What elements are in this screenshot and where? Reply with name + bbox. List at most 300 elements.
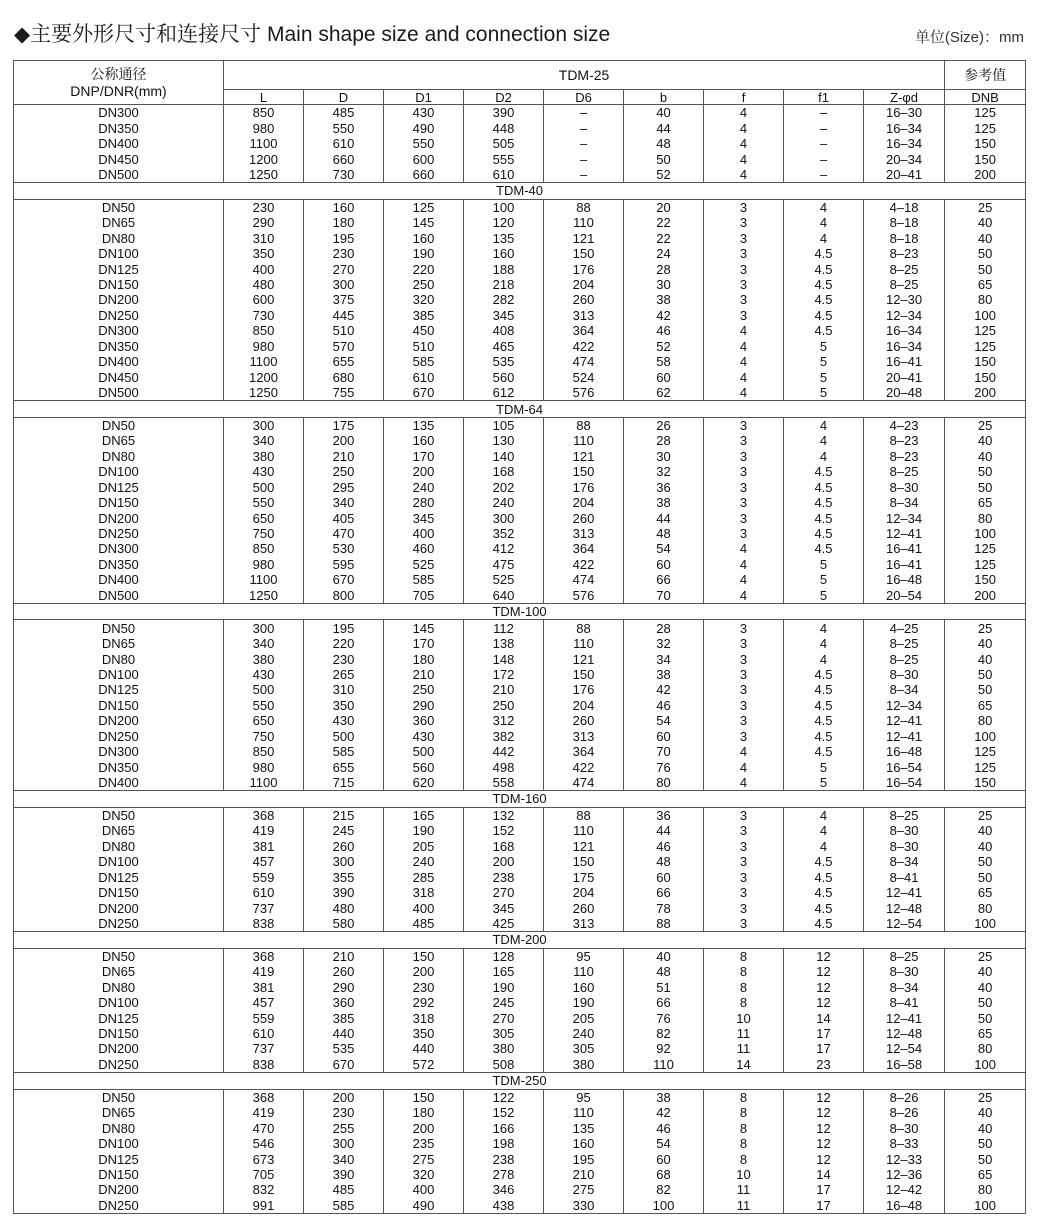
value-cell: 368 bbox=[224, 948, 304, 964]
header-row-top bbox=[14, 61, 1026, 90]
column-header: b bbox=[624, 90, 704, 105]
section-title: TDM-40 bbox=[14, 183, 1026, 199]
value-cell: 150 bbox=[945, 572, 1026, 587]
section-title: TDM-160 bbox=[14, 791, 1026, 807]
table-row bbox=[14, 620, 1026, 636]
value-cell: 480 bbox=[224, 277, 304, 292]
value-cell: 4 bbox=[704, 744, 784, 759]
value-cell: 8–18 bbox=[864, 231, 945, 246]
value-cell: 4 bbox=[704, 339, 784, 354]
table-row bbox=[14, 651, 1026, 666]
value-cell: 110 bbox=[544, 215, 624, 230]
value-cell: 422 bbox=[544, 759, 624, 774]
value-cell: 385 bbox=[304, 1010, 384, 1025]
value-cell: 980 bbox=[224, 557, 304, 572]
value-cell: 121 bbox=[544, 449, 624, 464]
dn-cell: DN200 bbox=[14, 900, 224, 915]
column-header: f1 bbox=[784, 90, 864, 105]
dn-cell: DN300 bbox=[14, 323, 224, 338]
value-cell: 8–25 bbox=[864, 651, 945, 666]
value-cell: 20–34 bbox=[864, 151, 945, 166]
value-cell: 12–54 bbox=[864, 1041, 945, 1056]
value-cell: 585 bbox=[304, 1198, 384, 1214]
value-cell: 673 bbox=[224, 1151, 304, 1166]
value-cell: 980 bbox=[224, 759, 304, 774]
value-cell: 419 bbox=[224, 1105, 304, 1120]
value-cell: 390 bbox=[464, 105, 544, 121]
value-cell: 390 bbox=[304, 1167, 384, 1182]
value-cell: 4.5 bbox=[784, 744, 864, 759]
value-cell: 295 bbox=[304, 480, 384, 495]
value-cell: 95 bbox=[544, 1089, 624, 1105]
value-cell: 50 bbox=[945, 1010, 1026, 1025]
value-cell: 150 bbox=[544, 246, 624, 261]
value-cell: 54 bbox=[624, 713, 704, 728]
value-cell: 20–48 bbox=[864, 385, 945, 401]
value-cell: 24 bbox=[624, 246, 704, 261]
value-cell: 58 bbox=[624, 354, 704, 369]
value-cell: 8–30 bbox=[864, 667, 945, 682]
value-cell: 40 bbox=[945, 215, 1026, 230]
value-cell: – bbox=[544, 120, 624, 135]
value-cell: 380 bbox=[224, 449, 304, 464]
value-cell: 500 bbox=[224, 682, 304, 697]
dn-cell: DN150 bbox=[14, 885, 224, 900]
column-header: Z-φd bbox=[864, 90, 945, 105]
value-cell: 580 bbox=[304, 916, 384, 932]
value-cell: 12 bbox=[784, 995, 864, 1010]
value-cell: 313 bbox=[544, 916, 624, 932]
dn-cell: DN50 bbox=[14, 1089, 224, 1105]
value-cell: 3 bbox=[704, 823, 784, 838]
value-cell: 12–54 bbox=[864, 916, 945, 932]
value-cell: 1250 bbox=[224, 588, 304, 604]
value-cell: 250 bbox=[384, 277, 464, 292]
value-cell: 125 bbox=[945, 541, 1026, 556]
value-cell: 215 bbox=[304, 807, 384, 823]
dn-cell: DN450 bbox=[14, 369, 224, 384]
value-cell: 120 bbox=[464, 215, 544, 230]
value-cell: 46 bbox=[624, 1120, 704, 1135]
value-cell: 430 bbox=[384, 729, 464, 744]
value-cell: 65 bbox=[945, 698, 1026, 713]
value-cell: 46 bbox=[624, 839, 704, 854]
section-title: TDM-250 bbox=[14, 1073, 1026, 1089]
value-cell: 250 bbox=[464, 698, 544, 713]
value-cell: 260 bbox=[304, 839, 384, 854]
dn-cell: DN500 bbox=[14, 167, 224, 183]
value-cell: 5 bbox=[784, 572, 864, 587]
column-header: D bbox=[304, 90, 384, 105]
value-cell: 12 bbox=[784, 1105, 864, 1120]
value-cell: 610 bbox=[384, 369, 464, 384]
value-cell: 200 bbox=[384, 1120, 464, 1135]
value-cell: 4.5 bbox=[784, 261, 864, 276]
value-cell: 12 bbox=[784, 964, 864, 979]
table-row bbox=[14, 588, 1026, 604]
value-cell: 8–41 bbox=[864, 995, 945, 1010]
value-cell: 20–54 bbox=[864, 588, 945, 604]
value-cell: 50 bbox=[945, 682, 1026, 697]
value-cell: 3 bbox=[704, 916, 784, 932]
value-cell: 3 bbox=[704, 698, 784, 713]
value-cell: 40 bbox=[945, 651, 1026, 666]
value-cell: 32 bbox=[624, 636, 704, 651]
value-cell: 422 bbox=[544, 557, 624, 572]
value-cell: 150 bbox=[945, 775, 1026, 791]
value-cell: 1200 bbox=[224, 151, 304, 166]
value-cell: 430 bbox=[224, 464, 304, 479]
table-row bbox=[14, 167, 1026, 183]
value-cell: 12 bbox=[784, 948, 864, 964]
value-cell: 11 bbox=[704, 1041, 784, 1056]
value-cell: 8 bbox=[704, 980, 784, 995]
column-header: D6 bbox=[544, 90, 624, 105]
value-cell: 4 bbox=[784, 449, 864, 464]
value-cell: 595 bbox=[304, 557, 384, 572]
value-cell: 5 bbox=[784, 588, 864, 604]
value-cell: 48 bbox=[624, 854, 704, 869]
value-cell: 4 bbox=[784, 231, 864, 246]
value-cell: 755 bbox=[304, 385, 384, 401]
value-cell: 125 bbox=[384, 199, 464, 215]
table-row bbox=[14, 682, 1026, 697]
value-cell: 8 bbox=[704, 1089, 784, 1105]
value-cell: 655 bbox=[304, 354, 384, 369]
value-cell: – bbox=[784, 136, 864, 151]
value-cell: 25 bbox=[945, 948, 1026, 964]
value-cell: 318 bbox=[384, 1010, 464, 1025]
value-cell: 100 bbox=[945, 1198, 1026, 1214]
value-cell: 204 bbox=[544, 885, 624, 900]
value-cell: 220 bbox=[384, 261, 464, 276]
value-cell: 200 bbox=[304, 1089, 384, 1105]
dn-cell: DN50 bbox=[14, 199, 224, 215]
value-cell: 200 bbox=[384, 964, 464, 979]
value-cell: 4.5 bbox=[784, 713, 864, 728]
value-cell: – bbox=[784, 120, 864, 135]
table-row bbox=[14, 885, 1026, 900]
value-cell: 150 bbox=[945, 369, 1026, 384]
value-cell: 4.5 bbox=[784, 246, 864, 261]
value-cell: 558 bbox=[464, 775, 544, 791]
value-cell: 737 bbox=[224, 900, 304, 915]
value-cell: 172 bbox=[464, 667, 544, 682]
value-cell: 980 bbox=[224, 339, 304, 354]
value-cell: 3 bbox=[704, 231, 784, 246]
value-cell: 4.5 bbox=[784, 698, 864, 713]
value-cell: 4 bbox=[704, 557, 784, 572]
table-row bbox=[14, 495, 1026, 510]
value-cell: 42 bbox=[624, 1105, 704, 1120]
value-cell: 80 bbox=[945, 292, 1026, 307]
dn-cell: DN80 bbox=[14, 449, 224, 464]
value-cell: 40 bbox=[945, 980, 1026, 995]
value-cell: 4.5 bbox=[784, 323, 864, 338]
value-cell: 270 bbox=[464, 1010, 544, 1025]
value-cell: 650 bbox=[224, 510, 304, 525]
value-cell: 16–34 bbox=[864, 323, 945, 338]
value-cell: 105 bbox=[464, 417, 544, 433]
value-cell: 14 bbox=[704, 1057, 784, 1073]
value-cell: 3 bbox=[704, 449, 784, 464]
value-cell: 150 bbox=[544, 464, 624, 479]
value-cell: 40 bbox=[945, 433, 1026, 448]
ref-label: 参考值 bbox=[945, 61, 1026, 90]
value-cell: 4.5 bbox=[784, 682, 864, 697]
value-cell: 8–26 bbox=[864, 1089, 945, 1105]
value-cell: 419 bbox=[224, 823, 304, 838]
table-row bbox=[14, 1105, 1026, 1120]
dn-cell: DN350 bbox=[14, 339, 224, 354]
value-cell: 360 bbox=[304, 995, 384, 1010]
value-cell: 5 bbox=[784, 759, 864, 774]
value-cell: 170 bbox=[384, 636, 464, 651]
value-cell: 50 bbox=[945, 995, 1026, 1010]
value-cell: 312 bbox=[464, 713, 544, 728]
value-cell: 121 bbox=[544, 231, 624, 246]
dn-cell: DN150 bbox=[14, 698, 224, 713]
value-cell: 600 bbox=[224, 292, 304, 307]
table-row bbox=[14, 136, 1026, 151]
value-cell: 250 bbox=[304, 464, 384, 479]
table-row bbox=[14, 557, 1026, 572]
value-cell: 4 bbox=[784, 433, 864, 448]
value-cell: 422 bbox=[544, 339, 624, 354]
dn-cell: DN125 bbox=[14, 869, 224, 884]
value-cell: 12–42 bbox=[864, 1182, 945, 1197]
value-cell: 176 bbox=[544, 261, 624, 276]
value-cell: 8 bbox=[704, 1105, 784, 1120]
value-cell: 4 bbox=[784, 417, 864, 433]
value-cell: 440 bbox=[304, 1026, 384, 1041]
value-cell: 125 bbox=[945, 105, 1026, 121]
table-row bbox=[14, 354, 1026, 369]
value-cell: 10 bbox=[704, 1167, 784, 1182]
value-cell: 345 bbox=[464, 900, 544, 915]
dn-cell: DN65 bbox=[14, 215, 224, 230]
value-cell: 380 bbox=[464, 1041, 544, 1056]
value-cell: 66 bbox=[624, 995, 704, 1010]
value-cell: 125 bbox=[945, 120, 1026, 135]
value-cell: 838 bbox=[224, 1057, 304, 1073]
value-cell: 292 bbox=[384, 995, 464, 1010]
value-cell: 16–48 bbox=[864, 572, 945, 587]
table-row bbox=[14, 839, 1026, 854]
value-cell: 110 bbox=[544, 1105, 624, 1120]
table-row bbox=[14, 480, 1026, 495]
value-cell: 737 bbox=[224, 1041, 304, 1056]
value-cell: 150 bbox=[544, 667, 624, 682]
value-cell: 17 bbox=[784, 1041, 864, 1056]
value-cell: 165 bbox=[384, 807, 464, 823]
value-cell: 305 bbox=[464, 1026, 544, 1041]
value-cell: 380 bbox=[224, 651, 304, 666]
section-header-row bbox=[14, 1073, 1026, 1089]
value-cell: 524 bbox=[544, 369, 624, 384]
value-cell: 3 bbox=[704, 620, 784, 636]
value-cell: 4 bbox=[784, 839, 864, 854]
value-cell: 350 bbox=[384, 1026, 464, 1041]
value-cell: 205 bbox=[544, 1010, 624, 1025]
dn-cell: DN200 bbox=[14, 510, 224, 525]
table-row bbox=[14, 385, 1026, 401]
value-cell: 5 bbox=[784, 557, 864, 572]
value-cell: 12–34 bbox=[864, 308, 945, 323]
value-cell: 50 bbox=[945, 261, 1026, 276]
value-cell: 65 bbox=[945, 495, 1026, 510]
value-cell: 65 bbox=[945, 1026, 1026, 1041]
value-cell: 250 bbox=[384, 682, 464, 697]
value-cell: 40 bbox=[945, 964, 1026, 979]
value-cell: 110 bbox=[624, 1057, 704, 1073]
value-cell: 3 bbox=[704, 636, 784, 651]
value-cell: 160 bbox=[544, 1136, 624, 1151]
table-body bbox=[14, 105, 1026, 1214]
value-cell: 305 bbox=[544, 1041, 624, 1056]
value-cell: 1100 bbox=[224, 775, 304, 791]
value-cell: 400 bbox=[224, 261, 304, 276]
value-cell: 4.5 bbox=[784, 308, 864, 323]
value-cell: 80 bbox=[945, 510, 1026, 525]
value-cell: 152 bbox=[464, 823, 544, 838]
value-cell: 12–48 bbox=[864, 900, 945, 915]
dn-cell: DN65 bbox=[14, 1105, 224, 1120]
value-cell: 88 bbox=[544, 620, 624, 636]
column-header: L bbox=[224, 90, 304, 105]
unit-label: 单位(Size)：mm bbox=[914, 29, 1024, 46]
value-cell: 555 bbox=[464, 151, 544, 166]
value-cell: 25 bbox=[945, 417, 1026, 433]
value-cell: 438 bbox=[464, 1198, 544, 1214]
value-cell: 60 bbox=[624, 869, 704, 884]
value-cell: 180 bbox=[304, 215, 384, 230]
table-row bbox=[14, 261, 1026, 276]
value-cell: 240 bbox=[384, 854, 464, 869]
dn-cell: DN250 bbox=[14, 1057, 224, 1073]
dn-cell: DN65 bbox=[14, 433, 224, 448]
value-cell: 360 bbox=[384, 713, 464, 728]
value-cell: 150 bbox=[945, 354, 1026, 369]
value-cell: 585 bbox=[304, 744, 384, 759]
value-cell: 70 bbox=[624, 588, 704, 604]
value-cell: – bbox=[784, 105, 864, 121]
value-cell: 26 bbox=[624, 417, 704, 433]
value-cell: 3 bbox=[704, 464, 784, 479]
value-cell: 832 bbox=[224, 1182, 304, 1197]
dn-cell: DN200 bbox=[14, 292, 224, 307]
value-cell: 3 bbox=[704, 729, 784, 744]
value-cell: 4–23 bbox=[864, 417, 945, 433]
value-cell: 198 bbox=[464, 1136, 544, 1151]
value-cell: 100 bbox=[945, 1057, 1026, 1073]
dn-cell: DN250 bbox=[14, 1198, 224, 1214]
value-cell: 130 bbox=[464, 433, 544, 448]
value-cell: 17 bbox=[784, 1198, 864, 1214]
value-cell: 300 bbox=[224, 417, 304, 433]
value-cell: 100 bbox=[624, 1198, 704, 1214]
value-cell: 76 bbox=[624, 1010, 704, 1025]
table-row bbox=[14, 1136, 1026, 1151]
value-cell: 38 bbox=[624, 667, 704, 682]
value-cell: 400 bbox=[384, 526, 464, 541]
dn-cell: DN250 bbox=[14, 308, 224, 323]
column-header: DNB bbox=[945, 90, 1026, 105]
value-cell: 290 bbox=[384, 698, 464, 713]
value-cell: 17 bbox=[784, 1182, 864, 1197]
value-cell: 8–34 bbox=[864, 682, 945, 697]
value-cell: 38 bbox=[624, 495, 704, 510]
value-cell: 650 bbox=[224, 713, 304, 728]
value-cell: 530 bbox=[304, 541, 384, 556]
value-cell: 152 bbox=[464, 1105, 544, 1120]
section-title: TDM-64 bbox=[14, 401, 1026, 417]
value-cell: 3 bbox=[704, 682, 784, 697]
value-cell: 3 bbox=[704, 885, 784, 900]
value-cell: 610 bbox=[464, 167, 544, 183]
value-cell: 400 bbox=[384, 1182, 464, 1197]
value-cell: 50 bbox=[945, 464, 1026, 479]
value-cell: 355 bbox=[304, 869, 384, 884]
table-row bbox=[14, 120, 1026, 135]
value-cell: 680 bbox=[304, 369, 384, 384]
value-cell: 4.5 bbox=[784, 869, 864, 884]
value-cell: 500 bbox=[304, 729, 384, 744]
value-cell: 20 bbox=[624, 199, 704, 215]
value-cell: 50 bbox=[945, 854, 1026, 869]
table-row bbox=[14, 980, 1026, 995]
dn-cell: DN125 bbox=[14, 1010, 224, 1025]
dn-cell: DN80 bbox=[14, 651, 224, 666]
value-cell: 368 bbox=[224, 807, 304, 823]
value-cell: 20–41 bbox=[864, 369, 945, 384]
value-cell: 176 bbox=[544, 480, 624, 495]
value-cell: 28 bbox=[624, 433, 704, 448]
table-row bbox=[14, 823, 1026, 838]
value-cell: 32 bbox=[624, 464, 704, 479]
value-cell: 8–30 bbox=[864, 964, 945, 979]
value-cell: 260 bbox=[304, 964, 384, 979]
value-cell: 838 bbox=[224, 916, 304, 932]
value-cell: 70 bbox=[624, 744, 704, 759]
value-cell: 210 bbox=[544, 1167, 624, 1182]
column-header: D2 bbox=[464, 90, 544, 105]
value-cell: 50 bbox=[624, 151, 704, 166]
value-cell: 22 bbox=[624, 231, 704, 246]
value-cell: 14 bbox=[784, 1010, 864, 1025]
value-cell: 170 bbox=[384, 449, 464, 464]
value-cell: 12–41 bbox=[864, 885, 945, 900]
first-series-title: TDM-25 bbox=[224, 61, 945, 90]
value-cell: 457 bbox=[224, 995, 304, 1010]
value-cell: 4 bbox=[704, 588, 784, 604]
value-cell: 16–48 bbox=[864, 1198, 945, 1214]
value-cell: 5 bbox=[784, 339, 864, 354]
value-cell: 4 bbox=[704, 167, 784, 183]
value-cell: 4.5 bbox=[784, 541, 864, 556]
value-cell: 474 bbox=[544, 775, 624, 791]
value-cell: 5 bbox=[784, 369, 864, 384]
value-cell: 3 bbox=[704, 667, 784, 682]
value-cell: 11 bbox=[704, 1026, 784, 1041]
value-cell: 670 bbox=[304, 572, 384, 587]
value-cell: 345 bbox=[464, 308, 544, 323]
value-cell: 450 bbox=[384, 323, 464, 338]
value-cell: 5 bbox=[784, 385, 864, 401]
value-cell: 3 bbox=[704, 480, 784, 495]
table-row bbox=[14, 964, 1026, 979]
value-cell: 166 bbox=[464, 1120, 544, 1135]
